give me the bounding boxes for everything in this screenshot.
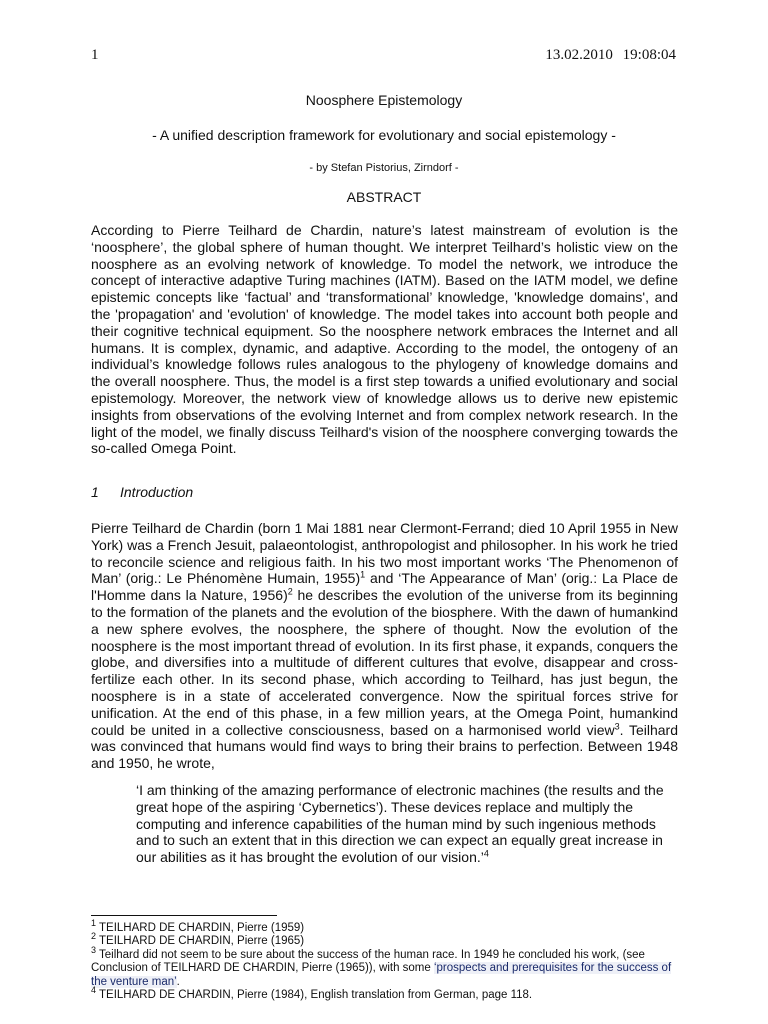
footnote-ref[interactable]: 1 [360,569,366,580]
highlighted-text[interactable]: ‘prospects and prerequisites for the success of the venture man’ [91,962,672,988]
intro-text-part-1: Pierre Teilhard de Chardin (born 1 Mai 1881 near Clermont-Ferrand; died 10 April 1955 in New York) was a French Jesuit, palaeontologist, anthropologist and philosopher. In his work he tried to reconcile science and religious faith. In his two most important works ‘The Phenomenon of Man’ (orig.: Le Phénomène Humain, 1955) [91,520,678,587]
footnote-item [91,931,678,948]
footnote-ref[interactable]: 3 [614,720,620,731]
footnote-number: 2 [91,931,97,942]
footnotes [91,918,678,1002]
section-number: 1 [91,484,99,500]
paper-subtitle: - A unified description framework for evolutionary and social epistemology - [152,127,616,143]
footnote-ref[interactable]: 2 [287,586,293,597]
footnote-text: TEILHARD DE CHARDIN, Pierre (1984), English translation from German, page 118. [96,989,533,1002]
footnote-divider [91,915,277,916]
page-number: 1 [91,47,99,63]
block-quote [136,782,678,866]
intro-text-part-4: . Teilhard was convinced that humans would find ways to bring their brains to perfection. Between 1948 and 1950, he wrote, [91,721,678,772]
paper-title: Noosphere Epistemology [305,92,463,108]
footnote-text: TEILHARD DE CHARDIN, Pierre (1959) [96,922,305,934]
footnote-text-end: . [176,975,180,988]
footnote-item [91,944,678,989]
abstract-heading: ABSTRACT [346,189,422,205]
abstract-text: According to Pierre Teilhard de Chardin, nature’s latest mainstream of evolution is the ‘noosphere’, the global sphere of human thought. We interpret Teilhard’s holistic view on the noosphere as an evolving network of knowledge. To model the network, we introduce the concept of interactive adaptive Turing machines (IATM). Based on the IATM model, we define epistemic concepts like ‘factual’ and ‘transformational’ knowledge, 'knowledge domains', and the 'propagation' and 'evolution' of knowledge. The model takes into account both people and their cognitive technical equipment. So the noosphere network embraces the Internet and all humans. It is complex, dynamic, and adaptive. According to the model, the ontogeny of an individual’s knowledge follows rules analogous to the phylogeny of knowledge domains and the overall noosphere. Thus, the model is a first step towards a unified evolutionary and social epistemology. Moreover, the network view of knowledge allows us to derive new epistemic insights from observations of the evolving Internet and from complex network research. In the light of the model, we finally discuss Teilhard's vision of the noosphere converging towards the so-called Omega Point. [91,222,678,457]
footnote-item [91,985,678,1002]
intro-paragraph [91,520,678,772]
paper-author: - by Stefan Pistorius, Zirndorf - [309,162,459,174]
intro-text-part-2: and ‘The Appearance of Man’ (orig.: La Place de l'Homme dans la Nature, 1956) [91,570,678,604]
footnote-item [91,918,678,935]
footnote-number: 3 [91,944,97,955]
footnote-text: TEILHARD DE CHARDIN, Pierre (1965) [96,935,305,948]
footnote-ref[interactable]: 4 [483,848,489,859]
section-heading [91,484,193,500]
footnote-number: 1 [91,918,97,929]
footnote-text: Teilhard did not seem to be sure about the success of the human race. In 1949 he concluded his work, (see Conclusion of TEILHARD DE CHARDIN, Pierre (1965)), with some [91,948,645,975]
footnote-number: 4 [91,985,97,996]
intro-text-part-3: he describes the evolution of the universe from its beginning to the formation of the planets and the evolution of the biosphere. With the dawn of humankind a new sphere evolves, the noosphere, the sphere of thought. Now the evolution of the noosphere is the most important thread of evolution. In its first phase, it expands, conquers the globe, and diversifies into a multitude of different cultures that evolve, disappear and cross-fertilize each other. In its second phase, which according to Teilhard, has just begun, the noosphere is in a state of accelerated convergence. Now the spiritual forces strive for unification. At the end of this phase, in a few million years, at the Omega Point, humankind could be united in a collective consciousness, based on a harmonised world view [91,587,678,738]
section-title: Introduction [120,484,194,500]
quote-text: ‘I am thinking of the amazing performance of electronic machines (the results and the great hope of the aspiring ‘Cybernetics’). These devices replace and multiply the computing and inference capabilities of the human mind by such ingenious methods and to such an extent that in this direction we can expect an equally great increase in our abilities as it has brought the evolution of our vision.’ [136,782,664,866]
header-datetime: 13.02.2010 19:08:04 [545,47,676,63]
